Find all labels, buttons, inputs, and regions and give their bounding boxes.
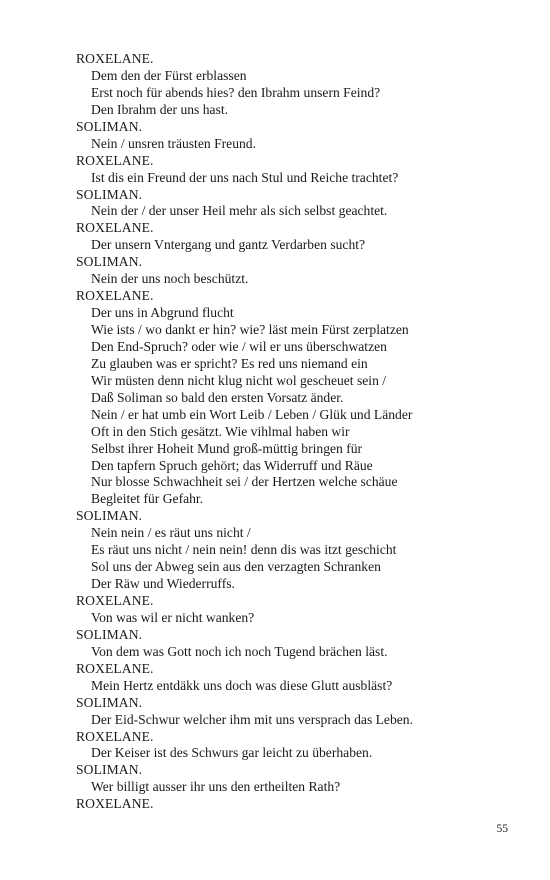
speaker-name: ROXELANE. bbox=[76, 728, 154, 744]
speaker-name: ROXELANE. bbox=[76, 660, 154, 676]
verse-line: Von dem was Gott noch ich noch Tugend brächen läst. bbox=[91, 643, 388, 659]
speaker-name: SOLIMAN. bbox=[76, 626, 143, 642]
verse-line: Es räut uns nicht / nein nein! denn dis was itzt geschicht bbox=[91, 542, 397, 558]
speaker-name: SOLIMAN. bbox=[76, 508, 143, 524]
speaker-name: ROXELANE. bbox=[76, 220, 154, 236]
verse-line: Nein / er hat umb ein Wort Leib / Leben / Glük und Länder bbox=[91, 406, 413, 422]
verse-line: Nein nein / es räut uns nicht / bbox=[91, 525, 251, 541]
speaker-name: SOLIMAN. bbox=[76, 762, 143, 778]
verse-line: Den tapfern Spruch gehört; das Widerruff und Räue bbox=[91, 457, 373, 473]
verse-line: Von was wil er nicht wanken? bbox=[91, 609, 255, 625]
verse-line: Der Keiser ist des Schwurs gar leicht zu überhaben. bbox=[91, 745, 373, 761]
verse-line: Daß Soliman so bald den ersten Vorsatz änder. bbox=[91, 389, 344, 405]
play-text bbox=[76, 51, 526, 813]
verse-line: Der unsern Vntergang und gantz Verdarben sucht? bbox=[91, 237, 366, 253]
verse-line: Den Ibrahm der uns hast. bbox=[91, 101, 229, 117]
verse-line: Nein der / der unser Heil mehr als sich selbst geachtet. bbox=[91, 203, 388, 219]
verse-line: Der Eid-Schwur welcher ihm mit uns versprach das Leben. bbox=[91, 711, 413, 727]
verse-line: Wer billigt ausser ihr uns den ertheilten Rath? bbox=[91, 779, 341, 795]
speaker-name: ROXELANE. bbox=[76, 152, 154, 168]
speaker-name: SOLIMAN. bbox=[76, 186, 143, 202]
page-number: 55 bbox=[496, 823, 508, 835]
verse-line: Sol uns der Abweg sein aus den verzagten Schranken bbox=[91, 559, 381, 575]
verse-line: Der Räw und Wiederruffs. bbox=[91, 576, 235, 592]
speaker-name: SOLIMAN. bbox=[76, 694, 143, 710]
verse-line: Wie ists / wo dankt er hin? wie? läst mein Fürst zerplatzen bbox=[91, 322, 409, 337]
speaker-name: ROXELANE. bbox=[76, 51, 154, 66]
verse-line: Ist dis ein Freund der uns nach Stul und Reiche trachtet? bbox=[91, 169, 399, 185]
verse-line: Nur blosse Schwachheit sei / der Hertzen welche schäue bbox=[91, 474, 398, 490]
verse-line: Begleitet für Gefahr. bbox=[91, 491, 204, 507]
speaker-name: ROXELANE. bbox=[76, 796, 154, 812]
verse-line: Wir müsten denn nicht klug nicht wol gescheuet sein / bbox=[91, 372, 387, 388]
verse-line: Den End-Spruch? oder wie / wil er uns überschwatzen bbox=[91, 338, 387, 354]
speaker-name: SOLIMAN. bbox=[76, 254, 143, 270]
verse-line: Zu glauben was er spricht? Es red uns niemand ein bbox=[91, 355, 368, 371]
speaker-name: SOLIMAN. bbox=[76, 118, 143, 134]
verse-line: Mein Hertz entdäkk uns doch was diese Glutt ausbläst? bbox=[91, 677, 393, 693]
verse-line: Oft in den Stich gesätzt. Wie vihlmal haben wir bbox=[91, 423, 350, 439]
speaker-name: ROXELANE. bbox=[76, 288, 154, 304]
verse-line: Nein der uns noch beschützt. bbox=[91, 271, 249, 287]
verse-line: Der uns in Abgrund flucht bbox=[91, 305, 234, 321]
verse-line: Dem den der Fürst erblassen bbox=[91, 67, 247, 83]
verse-line: Erst noch für abends hies? den Ibrahm unsern Feind? bbox=[91, 84, 381, 100]
verse-line: Nein / unsren träusten Freund. bbox=[91, 135, 256, 151]
speaker-name: ROXELANE. bbox=[76, 593, 154, 608]
verse-line: Selbst ihrer Hoheit Mund groß-müttig bringen für bbox=[91, 440, 363, 456]
